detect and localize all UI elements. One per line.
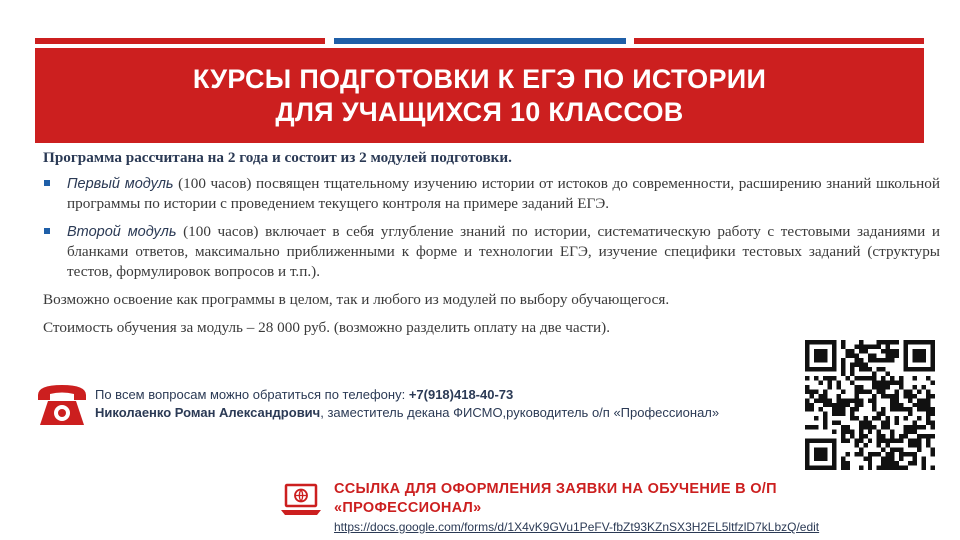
bullet-square-icon <box>44 228 50 234</box>
application-form-link[interactable]: https://docs.google.com/forms/d/1X4vK9GVu1PeFV-fbZt93KZnSX3H2EL5ltfzlD7kLbzQ/edit <box>334 520 820 534</box>
top-stripe-left <box>35 38 325 44</box>
module-description: (100 часов) включает в себя углубление знаний по истории, систематическую работу с тестовыми заданиями и бланками ответов, максимально приближенными к форме и технологии ЕГЭ, изучение специфики тестовых заданий (структуры тестов, формулировок вопросов и т.п.). <box>67 223 940 280</box>
top-stripe-center <box>334 38 626 44</box>
application-link-heading: ССЫЛКА ДЛЯ ОФОРМЛЕНИЯ ЗАЯВКИ НА ОБУЧЕНИЕ В О/П «ПРОФЕССИОНАЛ» <box>334 481 777 516</box>
slide-title-line-2: ДЛЯ УЧАЩИХСЯ 10 КЛАССОВ <box>275 96 684 127</box>
module-name: Первый модуль <box>67 176 174 192</box>
enrollment-note: Возможно освоение как программы в целом, так и любого из модулей по выбору обучающегося. <box>43 291 670 308</box>
module-item-1 <box>43 174 940 214</box>
slide-body <box>43 148 940 338</box>
bullet-square-icon <box>44 180 50 186</box>
laptop-web-icon <box>280 483 322 517</box>
price-note: Стоимость обучения за модуль – 28 000 руб. (возможно разделить оплату на две части). <box>43 319 611 336</box>
slide-title-line-1: КУРСЫ ПОДГОТОВКИ К ЕГЭ ПО ИСТОРИИ <box>192 63 767 94</box>
module-description: (100 часов) посвящен тщательному изучению истории от истоков до современности, расширению знаний школьной программы по истории с проведением текущего контроля на примере заданий ЕГЭ. <box>67 175 940 212</box>
qr-code[interactable] <box>805 340 935 470</box>
contact-block <box>95 386 815 422</box>
contact-person-role: , заместитель декана ФИСМО,руководитель о/п «Профессионал» <box>320 405 720 420</box>
program-lead: Программа рассчитана на 2 года и состоит из 2 модулей подготовки. <box>43 149 512 166</box>
telephone-icon <box>36 381 88 427</box>
module-name: Второй модуль <box>67 224 177 240</box>
contact-intro: По всем вопросам можно обратиться по телефону: <box>95 387 409 402</box>
contact-person-name: Николаенко Роман Александрович <box>95 405 321 420</box>
contact-phone[interactable]: +7(918)418-40-73 <box>408 387 514 402</box>
module-item-2 <box>43 222 940 282</box>
top-stripe-right <box>634 38 924 44</box>
title-band <box>35 48 924 143</box>
